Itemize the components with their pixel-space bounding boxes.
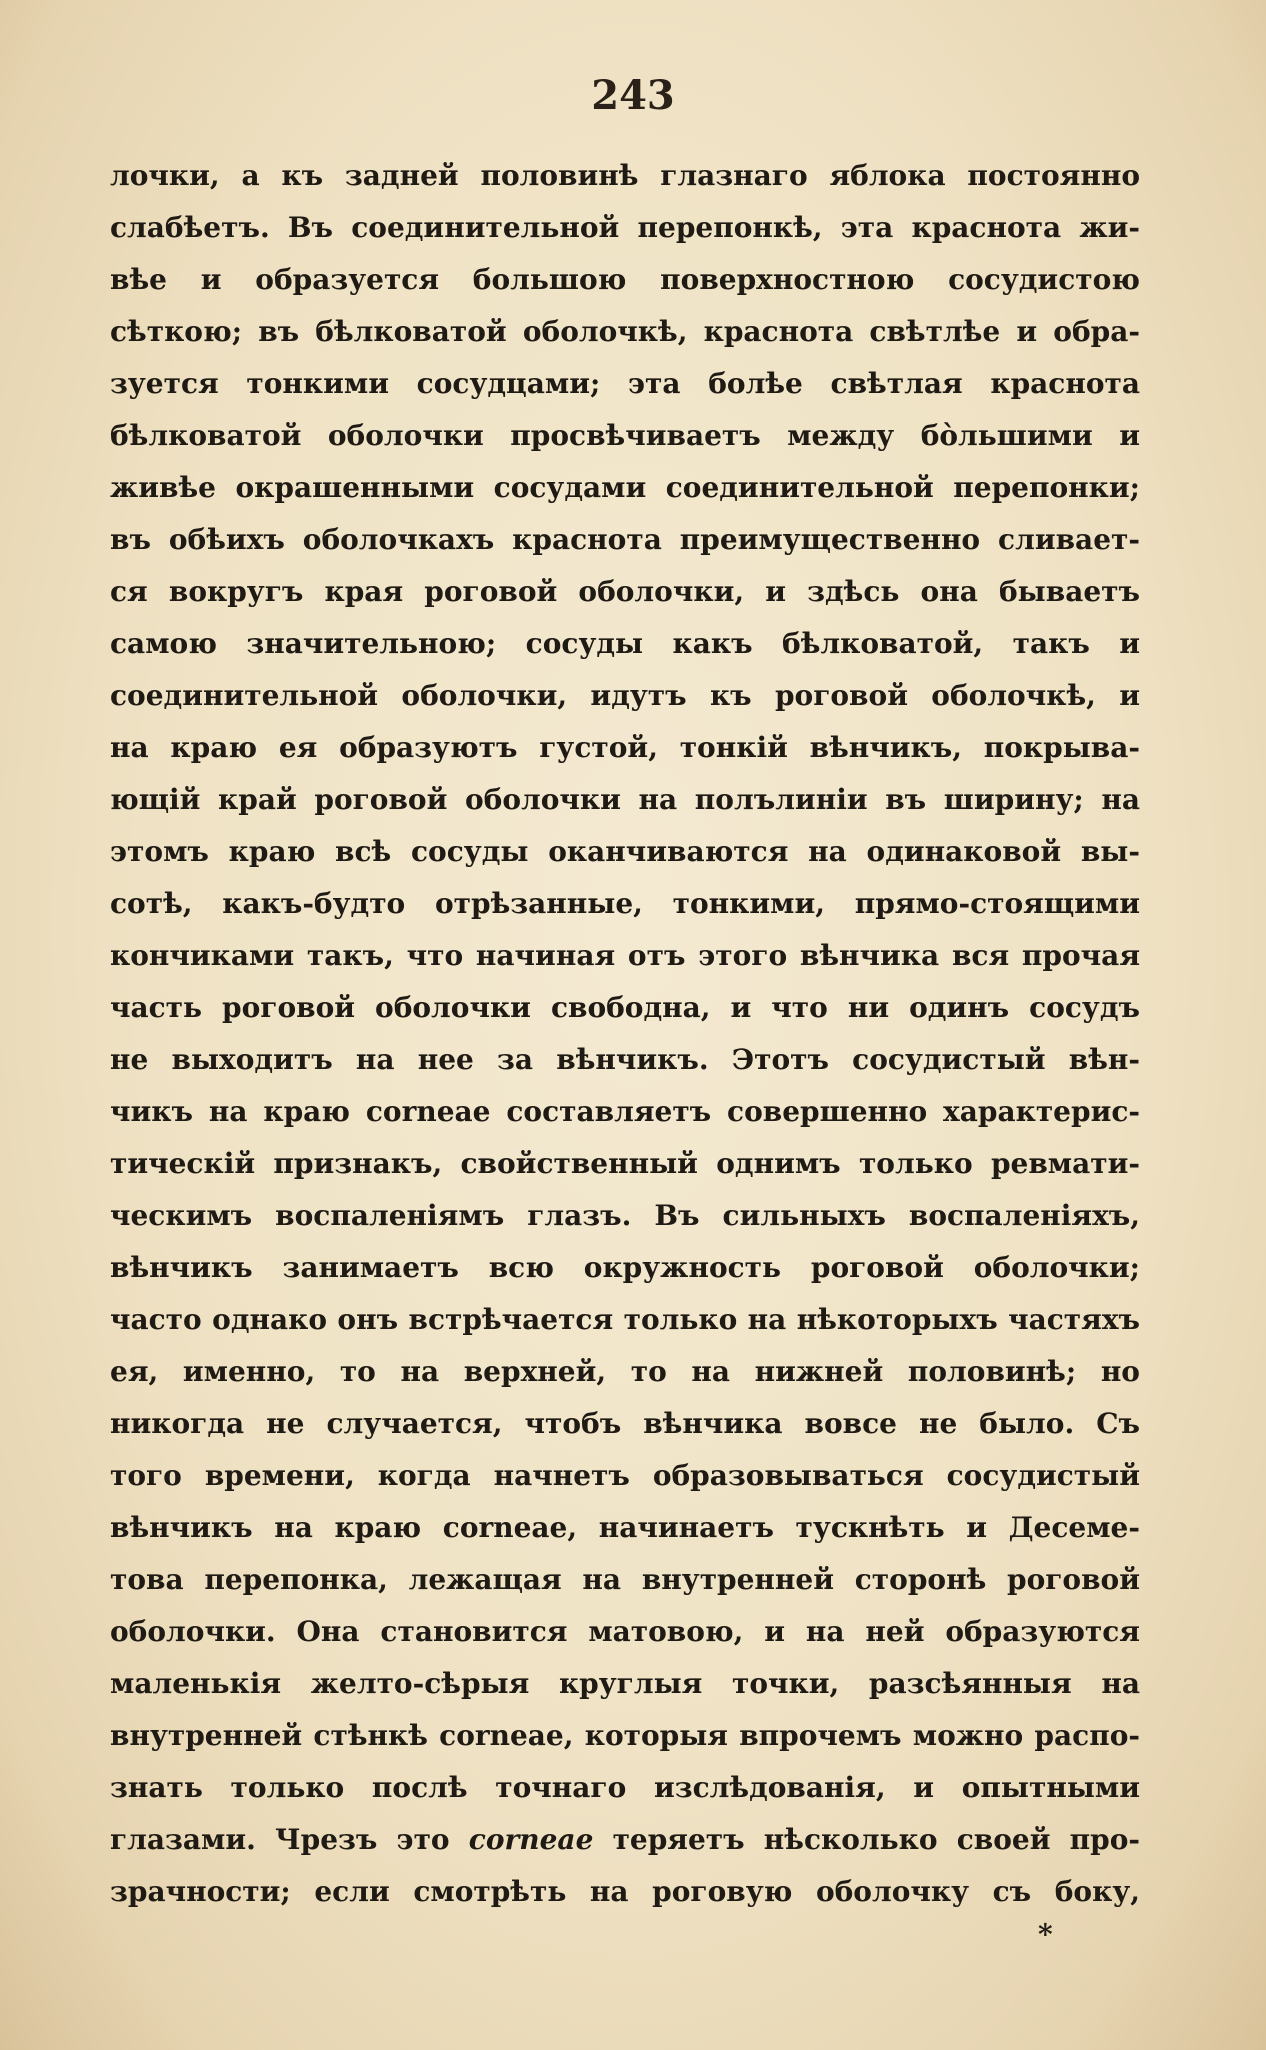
text-line: бѣлковатой оболочки просвѣчиваетъ между бо̀льшими и [110,419,1140,452]
text-line: зуется тонкими сосудцами; эта болѣе свѣтлая краснота [110,367,1140,400]
text-line: сотѣ, какъ-будто отрѣзанные, тонкими, прямо-стоящими [110,887,1140,920]
text-line: не выходитъ на нее за вѣнчикъ. Этотъ сосудистый вѣн- [110,1043,1140,1076]
text-line: сѣткою; въ бѣлковатой оболочкѣ, краснота свѣтлѣе и обра- [110,315,1140,348]
italic-term: corneae [468,1823,594,1856]
text-line: оболочки. Она становится матовою, и на ней образуются [110,1615,1140,1648]
text-line: слабѣетъ. Въ соединительной перепонкѣ, эта краснота жи- [110,211,1140,244]
text-line-mixed [110,1814,1140,1866]
text-line: живѣе окрашенными сосудами соединительной перепонки; [110,471,1140,504]
text-segment: глазами. Чрезъ это [110,1823,450,1856]
text-line: тическій признакъ, свойственный однимъ только ревмати- [110,1147,1140,1180]
text-line: чикъ на краю corneae составляетъ совершенно характерис- [110,1095,1140,1128]
text-line: на краю ея образуютъ густой, тонкій вѣнчикъ, покрыва- [110,731,1140,764]
text-line: того времени, когда начнетъ образовываться сосудистый [110,1459,1140,1492]
text-line: това перепонка, лежащая на внутренней сторонѣ роговой [110,1563,1140,1596]
body-text [110,150,1140,1918]
text-line: зрачности; если смотрѣть на роговую оболочку съ боку, [110,1875,1140,1908]
text-line: никогда не случается, чтобъ вѣнчика вовсе не было. Съ [110,1407,1140,1440]
text-line: часть роговой оболочки свободна, и что ни одинъ сосудъ [110,991,1140,1024]
text-line: въ обѣихъ оболочкахъ краснота преимущественно сливает- [110,523,1140,556]
text-segment: теряетъ нѣсколько своей про- [612,1823,1140,1856]
text-line: вѣнчикъ на краю corneae, начинаетъ тускнѣть и Десеме- [110,1511,1140,1544]
text-line: вѣе и образуется большою поверхностною сосудистою [110,263,1140,296]
text-line: соединительной оболочки, идутъ къ роговой оболочкѣ, и [110,679,1140,712]
text-line: кончиками такъ, что начиная отъ этого вѣнчика вся прочая [110,939,1140,972]
text-line: этомъ краю всѣ сосуды оканчиваются на одинаковой вы- [110,835,1140,868]
page-number: 243 [591,72,675,119]
text-line: ческимъ воспаленіямъ глазъ. Въ сильныхъ воспаленіяхъ, [110,1199,1140,1232]
text-line: лочки, а къ задней половинѣ глазнаго яблока постоянно [110,159,1140,192]
text-line: ющій край роговой оболочки на полълиніи въ ширину; на [110,783,1140,816]
text-line: внутренней стѣнкѣ corneae, которыя впрочемъ можно распо- [110,1719,1140,1752]
text-line: ея, именно, то на верхней, то на нижней половинѣ; но [110,1355,1140,1388]
text-line: знать только послѣ точнаго изслѣдованія, и опытными [110,1771,1140,1804]
text-line: вѣнчикъ занимаетъ всю окружность роговой оболочки; [110,1251,1140,1284]
text-line: маленькія желто-сѣрыя круглыя точки, разсѣянныя на [110,1667,1140,1700]
text-line: ся вокругъ края роговой оболочки, и здѣсь она бываетъ [110,575,1140,608]
signature-mark: * [1038,1918,1053,1951]
text-line: самою значительною; сосуды какъ бѣлковатой, такъ и [110,627,1140,660]
text-line: часто однако онъ встрѣчается только на нѣкоторыхъ частяхъ [110,1303,1140,1336]
